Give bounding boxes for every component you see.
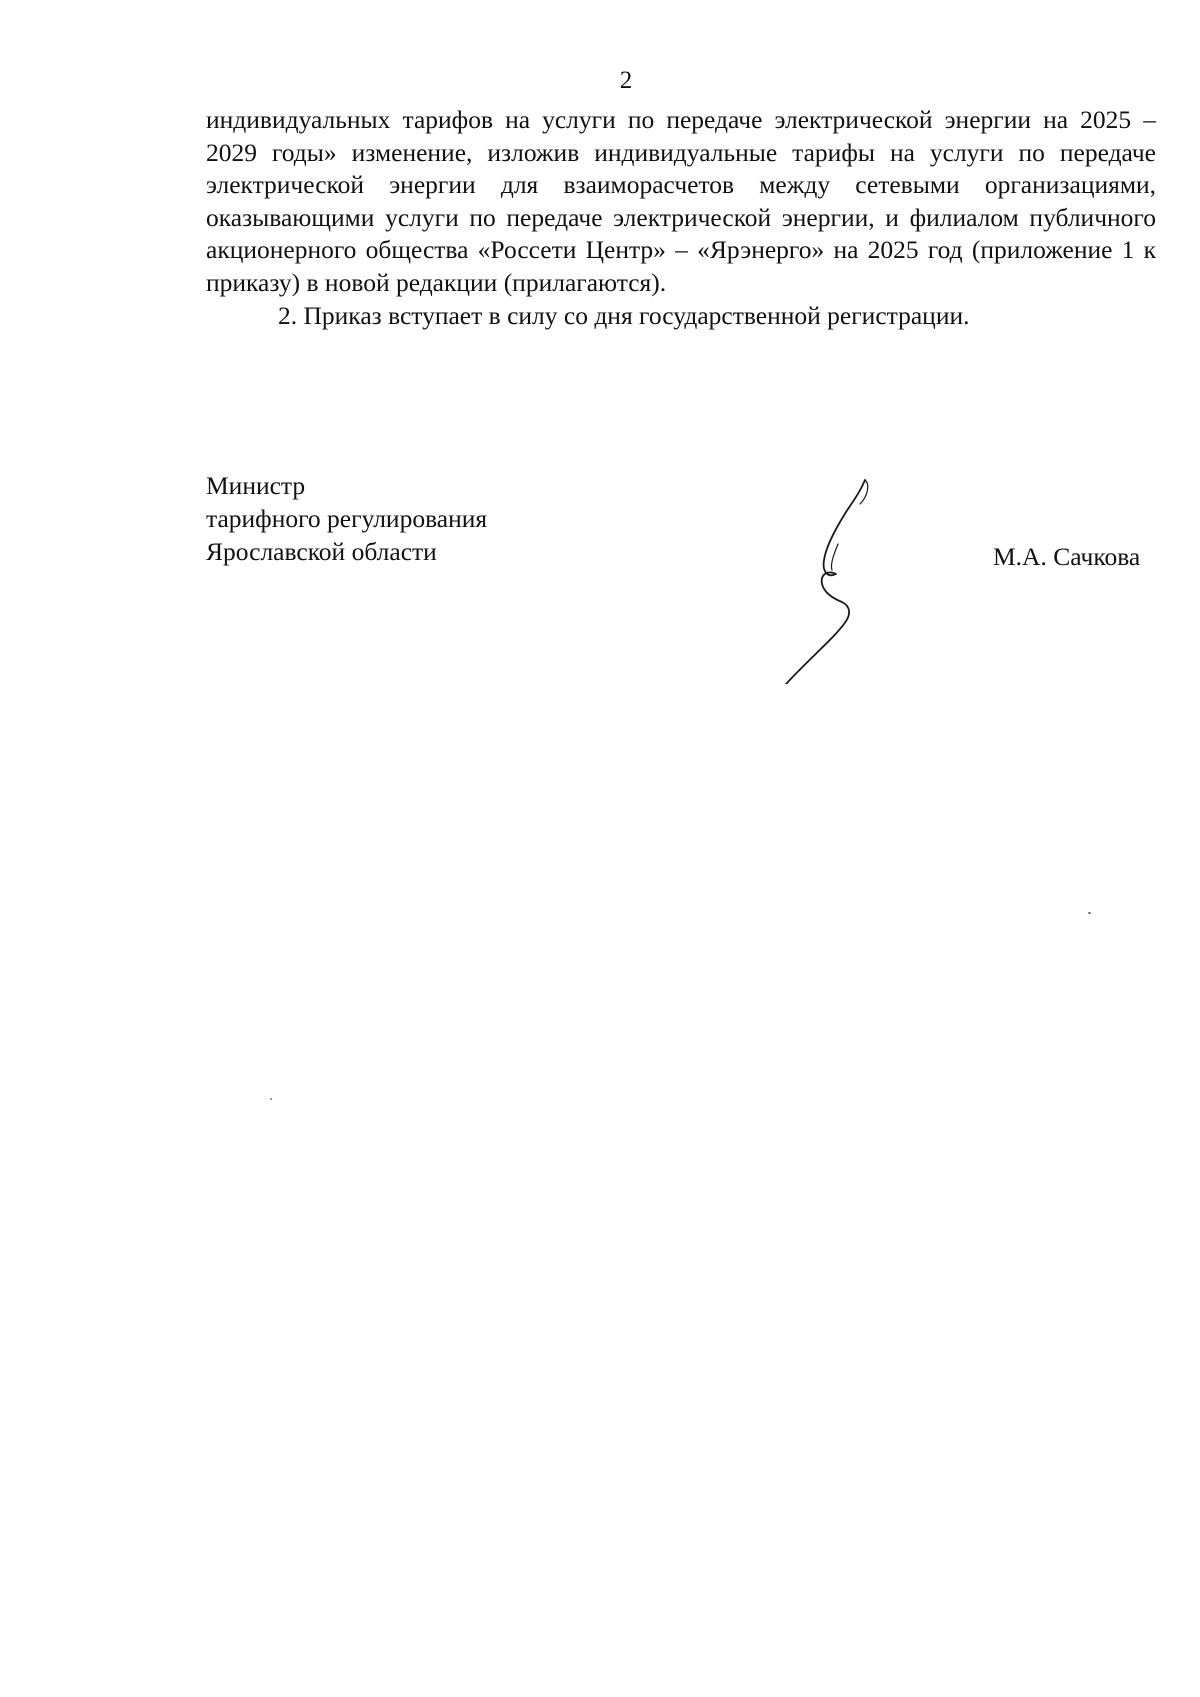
signer-name: М.А. Сачкова: [993, 542, 1141, 571]
document-body: [206, 104, 1156, 332]
handwritten-signature: [780, 474, 900, 684]
scan-speck: [270, 1098, 272, 1100]
position-line: Ярославской области: [206, 537, 437, 566]
signatory-position: [206, 469, 487, 568]
body-paragraph: 2. Приказ вступает в силу со дня государственной регистрации.: [278, 300, 970, 330]
body-paragraph: индивидуальных тарифов на услуги по передаче электрической энергии на 2025 – 2029 годы» изменение, изложив индивидуальные тарифы на услуги по передаче электрической энергии для взаиморасчетов между сетевыми организациями, оказывающими услуги по передаче электрической энергии, и филиалом публичного акционерного общества «Россети Центр» – «Ярэнерго» на 2025 год (приложение 1 к приказу) в новой редакции (прилагаются).: [206, 105, 1156, 297]
scan-speck: [1088, 912, 1091, 914]
position-line: тарифного регулирования: [206, 504, 488, 533]
position-line: Министр: [206, 471, 306, 500]
page-number: 2: [619, 67, 633, 94]
